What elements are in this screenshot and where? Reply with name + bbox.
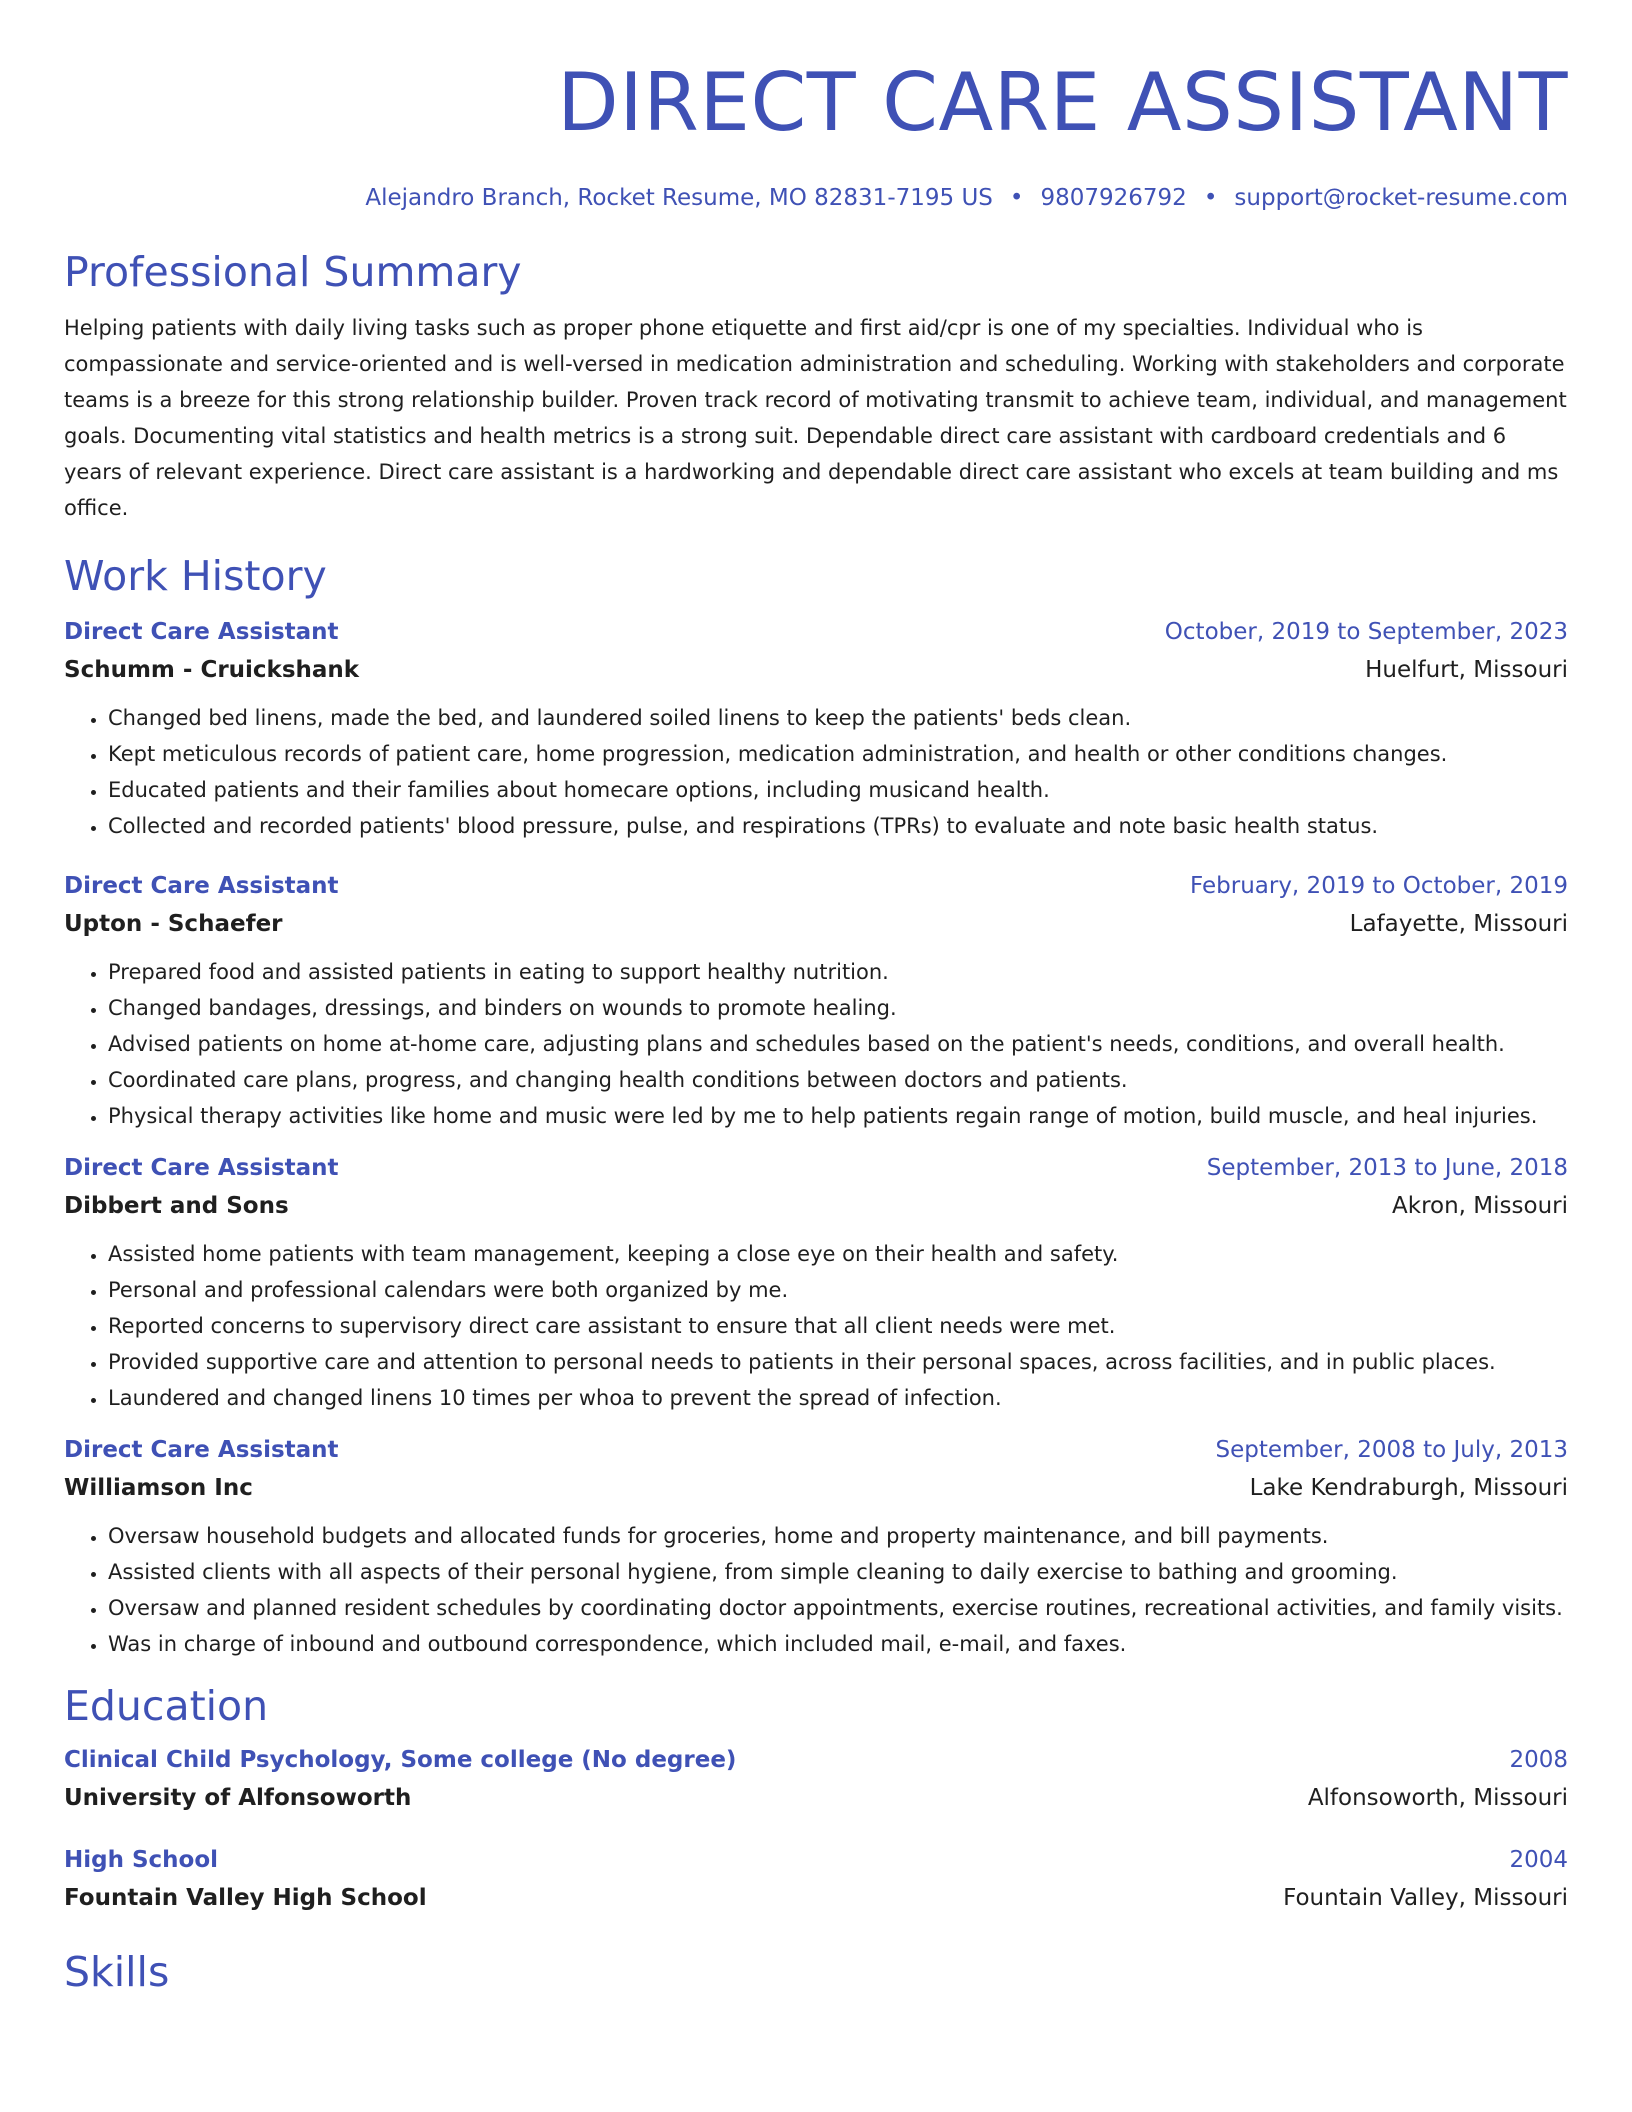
job-dates: October, 2019 to September, 2023 [1164,619,1568,645]
job-title: Direct Care Assistant [64,619,339,645]
education-school-row [64,1778,1568,1818]
job-location: Lake Kendraburgh, Missouri [1249,1475,1568,1501]
job-bullet: • Oversaw household budgets and allocated funds for groceries, home and property maintenance, and bill payments. [108,1518,1568,1554]
education-location: Fountain Valley, Missouri [1283,1885,1568,1911]
job-bullet: • Laundered and changed linens 10 times per whoa to prevent the spread of infection. [108,1380,1568,1416]
job-employer-row [64,1186,1568,1226]
job-location: Huelfurt, Missouri [1365,657,1568,683]
education-year: 2008 [1509,1747,1568,1773]
job-bullet: • Assisted clients with all aspects of their personal hygiene, from simple cleaning to daily exercise to bathing and grooming. [108,1554,1568,1590]
job-location: Lafayette, Missouri [1349,911,1568,937]
job-bullets [64,700,1568,844]
job-company: Williamson Inc [64,1475,253,1501]
contact-email: support@rocket-resume.com [1234,185,1568,211]
job-company: Dibbert and Sons [64,1193,289,1219]
job-bullet: • Coordinated care plans, progress, and changing health conditions between doctors and patients. [108,1062,1568,1098]
job-entry [64,868,1568,1134]
job-header [64,1150,1568,1186]
job-employer-row [64,904,1568,944]
education-year: 2004 [1509,1847,1568,1873]
job-bullet: • Educated patients and their families about homecare options, including musicand health. [108,772,1568,808]
contact-address: Alejandro Branch, Rocket Resume, MO 82831-7195 US [365,185,993,211]
job-title: Direct Care Assistant [64,873,339,899]
education-school: University of Alfonsoworth [64,1785,412,1811]
job-dates: September, 2013 to June, 2018 [1206,1155,1568,1181]
education-header [64,1742,1568,1778]
job-header [64,868,1568,904]
contact-separator: • [1203,185,1218,211]
job-bullet: • Assisted home patients with team management, keeping a close eye on their health and safety. [108,1236,1568,1272]
job-bullet: • Was in charge of inbound and outbound correspondence, which included mail, e-mail, and faxes. [108,1626,1568,1662]
job-bullet: • Prepared food and assisted patients in eating to support healthy nutrition. [108,954,1568,990]
job-company: Upton - Schaefer [64,911,283,937]
education-entry [64,1742,1568,1818]
job-location: Akron, Missouri [1392,1193,1568,1219]
job-entry [64,614,1568,844]
job-bullets [64,1236,1568,1416]
job-bullets [64,1518,1568,1662]
education-location: Alfonsoworth, Missouri [1307,1785,1568,1811]
job-header [64,1432,1568,1468]
contact-phone: 9807926792 [1040,185,1187,211]
job-employer-row [64,650,1568,690]
summary-heading: Professional Summary [64,248,522,296]
education-degree: High School [64,1847,219,1873]
contact-line [64,182,1568,214]
summary-text: Helping patients with daily living tasks such as proper phone etiquette and first aid/cpr is one of my specialties. Individual who is compassionate and service-oriented and is well-versed in medication administration and scheduling. Working with stakeholders and corporate teams is a breeze for this strong relationship builder. Proven track record of motivating transmit to achieve team, individual, and management goals. Documenting vital statistics and health metrics is a strong suit. Dependable direct care assistant with cardboard credentials and 6 years of relevant experience. Direct care assistant is a hardworking and dependable direct care assistant who excels at team building and ms office. [64,316,1567,520]
education-school: Fountain Valley High School [64,1885,427,1911]
education-school-row [64,1878,1568,1918]
job-dates: September, 2008 to July, 2013 [1215,1437,1568,1463]
job-dates: February, 2019 to October, 2019 [1190,873,1568,899]
job-header [64,614,1568,650]
job-title: Direct Care Assistant [64,1437,339,1463]
job-bullet: • Personal and professional calendars were both organized by me. [108,1272,1568,1308]
job-bullet: • Changed bandages, dressings, and binders on wounds to promote healing. [108,990,1568,1026]
education-degree: Clinical Child Psychology, Some college (No degree) [64,1747,737,1773]
job-entry [64,1150,1568,1416]
job-employer-row [64,1468,1568,1508]
skills-heading: Skills [64,1948,170,1996]
education-header [64,1842,1568,1878]
job-bullet: • Reported concerns to supervisory direct care assistant to ensure that all client needs were met. [108,1308,1568,1344]
job-bullet: • Changed bed linens, made the bed, and laundered soiled linens to keep the patients' beds clean. [108,700,1568,736]
job-bullet: • Collected and recorded patients' blood pressure, pulse, and respirations (TPRs) to evaluate and note basic health status. [108,808,1568,844]
job-entry [64,1432,1568,1662]
resume-title: DIRECT CARE ASSISTANT [557,56,1568,149]
job-bullet: • Physical therapy activities like home and music were led by me to help patients regain range of motion, build muscle, and heal injuries. [108,1098,1568,1134]
contact-separator: • [1009,185,1024,211]
job-bullet: • Provided supportive care and attention to personal needs to patients in their personal spaces, across facilities, and in public places. [108,1344,1568,1380]
job-title: Direct Care Assistant [64,1155,339,1181]
education-heading: Education [64,1682,269,1730]
work-history-heading: Work History [64,552,327,600]
job-bullet: • Kept meticulous records of patient care, home progression, medication administration, and health or other conditions changes. [108,736,1568,772]
job-bullet: • Advised patients on home at-home care, adjusting plans and schedules based on the patient's needs, conditions, and overall health. [108,1026,1568,1062]
job-company: Schumm - Cruickshank [64,657,360,683]
job-bullet: • Oversaw and planned resident schedules by coordinating doctor appointments, exercise routines, recreational activities, and family visits. [108,1590,1568,1626]
education-entry [64,1842,1568,1918]
job-bullets [64,954,1568,1134]
